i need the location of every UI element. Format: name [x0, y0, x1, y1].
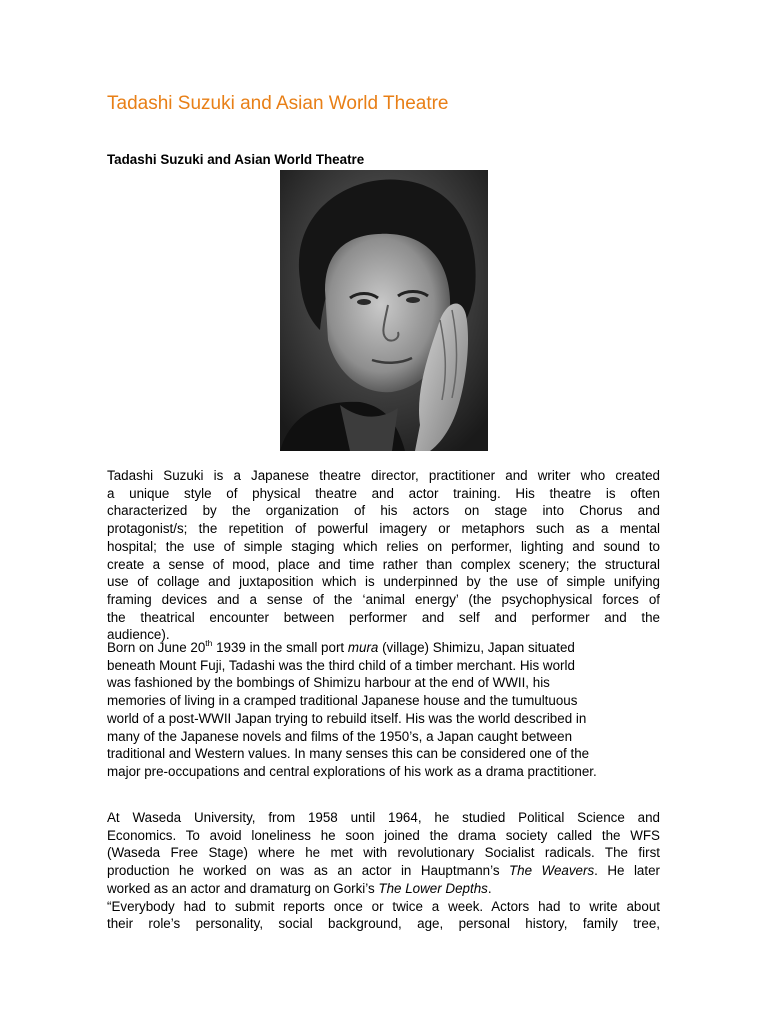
- biography-paragraph-1: [107, 467, 660, 644]
- text-run: (village) Shimizu, Japan situated: [378, 640, 575, 655]
- text-run: 1939 in the small port: [212, 640, 348, 655]
- text-line: the theatrical encounter between performer and self and performer and the: [107, 609, 660, 625]
- biography-paragraph-2: [107, 639, 660, 781]
- text-run: worked as an actor and dramaturg on Gorki’s: [107, 880, 379, 896]
- text-line: Economics. To avoid loneliness he soon joined the drama society called the WFS: [107, 827, 660, 843]
- italic-title: The Weavers: [509, 863, 595, 879]
- biography-paragraph-3: [107, 809, 660, 933]
- text-line: [107, 880, 660, 898]
- text-line: protagonist/s; the repetition of powerful imagery or metaphors such as a mental: [107, 521, 660, 537]
- text-line: a unique style of physical theatre and actor training. His theatre is often: [107, 485, 660, 501]
- text-line: was fashioned by the bombings of Shimizu harbour at the end of WWII, his: [107, 675, 550, 691]
- text-line: Tadashi Suzuki is a Japanese theatre director, practitioner and writer who created: [107, 468, 660, 483]
- superscript: th: [205, 637, 213, 648]
- text-run: .: [487, 880, 492, 896]
- page-title: Tadashi Suzuki and Asian World Theatre: [107, 93, 449, 114]
- text-line: [107, 639, 660, 657]
- text-run: production he worked on was as an actor in Hauptmann’s: [107, 863, 509, 879]
- text-line: hospital; the use of simple staging which relies on performer, lighting and sound to: [107, 538, 660, 554]
- text-line: world of a post-WWII Japan trying to rebuild itself. His was the world described in: [107, 710, 587, 726]
- text-run: Born on June 20: [107, 640, 206, 655]
- text-line: “Everybody had to submit reports once or twice a week. Actors had to write about: [107, 898, 660, 914]
- text-line: their role’s personality, social background, age, personal history, family tree,: [107, 916, 660, 932]
- italic-title: The Lower Depths: [378, 880, 488, 896]
- text-line: use of collage and juxtaposition which is underpinned by the use of simple unifying: [107, 574, 660, 590]
- text-line: At Waseda University, from 1958 until 1964, he studied Political Science and: [107, 810, 660, 825]
- text-line: many of the Japanese novels and films of the 1950’s, a Japan caught between: [107, 728, 573, 744]
- text-line: framing devices and a sense of the ‘animal energy’ (the psychophysical forces of: [107, 591, 660, 607]
- text-line: traditional and Western values. In many senses this can be considered one of the: [107, 746, 590, 762]
- text-line: audience).: [107, 627, 170, 643]
- italic-term: mura: [347, 640, 379, 655]
- text-line: create a sense of mood, place and time rather than complex scenery; the structural: [107, 556, 660, 572]
- article-subtitle: Tadashi Suzuki and Asian World Theatre: [107, 152, 365, 167]
- text-run: . He later: [594, 863, 661, 879]
- text-line: memories of living in a cramped traditional Japanese house and the tumultuous: [107, 693, 578, 709]
- text-line: [107, 862, 660, 880]
- text-line: characterized by the organization of his actors on stage into Chorus and: [107, 503, 660, 519]
- text-line: beneath Mount Fuji, Tadashi was the third child of a timber merchant. His world: [107, 657, 575, 673]
- portrait-photo: [280, 170, 488, 451]
- text-line: (Waseda Free Stage) where he met with revolutionary Socialist radicals. The first: [107, 845, 660, 861]
- text-line: major pre-occupations and central explorations of his work as a drama practitioner.: [107, 763, 597, 779]
